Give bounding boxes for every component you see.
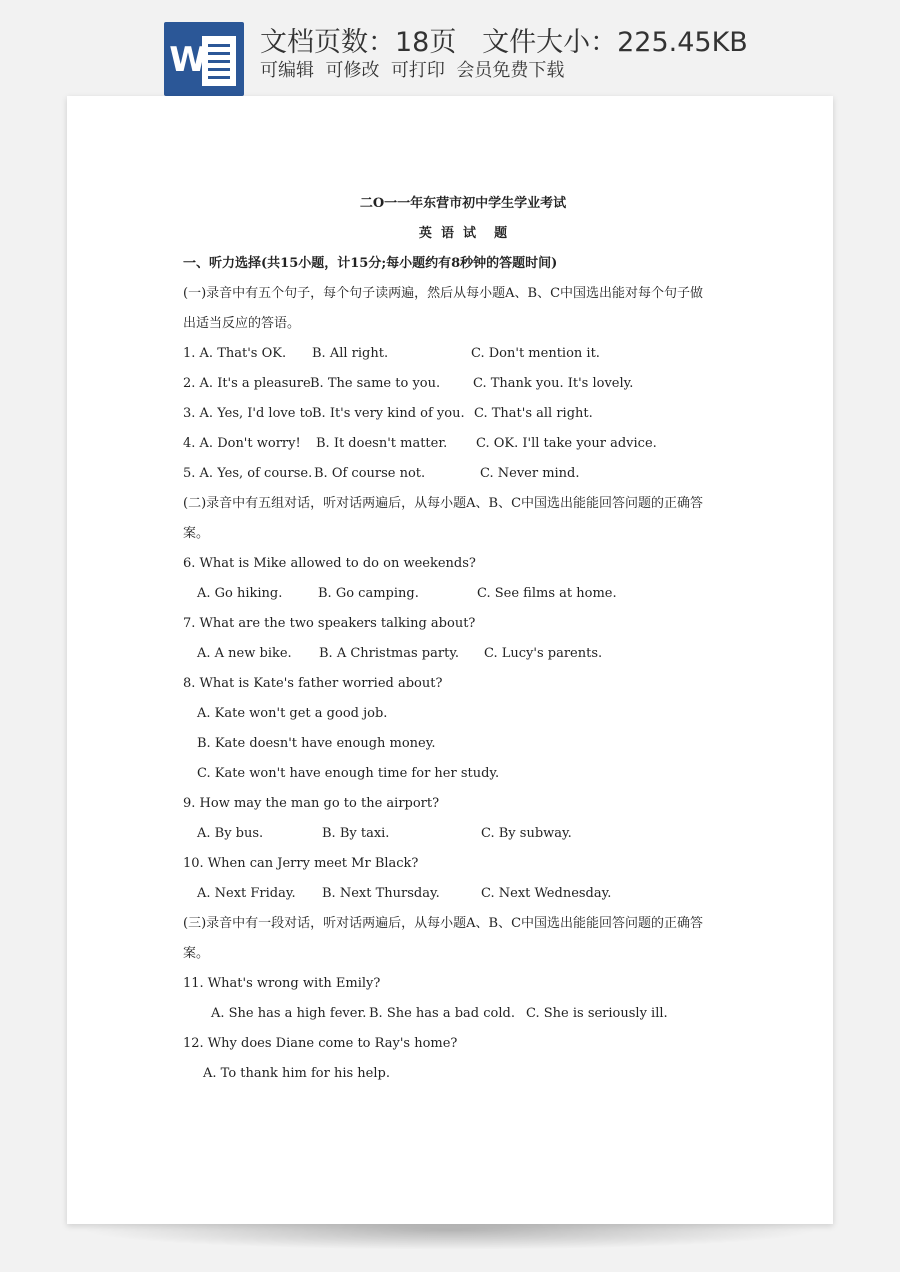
q10-option-c: C. Next Wednesday. [481, 886, 612, 901]
q3-option-a: 3. A. Yes, I'd love to. [183, 406, 317, 421]
q11-option-a: A. She has a high fever. [211, 1006, 367, 1021]
q11-option-c: C. She is seriously ill. [526, 1006, 668, 1021]
q6-option-b: B. Go camping. [318, 586, 419, 601]
question-12-options [183, 1059, 743, 1089]
question-11-stem: 11. What's wrong with Emily? [183, 976, 381, 991]
question-9-stem: 9. How may the man go to the airport? [183, 796, 440, 811]
question-3 [183, 399, 743, 429]
q8-option-c [183, 759, 743, 789]
q1-option-a: 1. A. That's OK. [183, 346, 287, 361]
file-size: 文件大小：225.45KB [482, 27, 748, 58]
feature-list: 可编辑 可修改 可打印 会员免费下载 [260, 60, 565, 81]
q2-option-a: 2. A. It's a pleasure. [183, 376, 315, 391]
question-9-options [183, 819, 743, 849]
q6-option-a: A. Go hiking. [197, 586, 283, 601]
q8-option-a-text: A. Kate won't get a good job. [197, 706, 388, 721]
exam-subtitle: 英 语 试 题 [418, 226, 508, 241]
q2-option-b: B. The same to you. [310, 376, 441, 391]
q5-option-c: C. Never mind. [480, 466, 580, 481]
q7-option-c: C. Lucy's parents. [484, 646, 603, 661]
document-page [67, 96, 833, 1224]
question-7-stem: 7. What are the two speakers talking about? [183, 616, 476, 631]
section-heading: 一、听力选择(共15小题，计15分;每小题约有8秒钟的答题时间) [183, 256, 558, 271]
question-6-options [183, 579, 743, 609]
q7-option-b: B. A Christmas party. [319, 646, 460, 661]
q5-option-b: B. Of course not. [314, 466, 426, 481]
question-2 [183, 369, 743, 399]
q4-option-b: B. It doesn't matter. [316, 436, 448, 451]
question-1 [183, 339, 743, 369]
question-4 [183, 429, 743, 459]
q9-option-a: A. By bus. [197, 826, 264, 841]
q5-option-a: 5. A. Yes, of course. [183, 466, 313, 481]
q3-option-b: B. It's very kind of you. [312, 406, 465, 421]
question-5 [183, 459, 743, 489]
q8-option-a [183, 699, 743, 729]
question-6-stem: 6. What is Mike allowed to do on weekends? [183, 556, 476, 571]
question-10-stem: 10. When can Jerry meet Mr Black? [183, 856, 419, 871]
word-doc-icon [164, 22, 244, 96]
q6-option-c: C. See films at home. [477, 586, 617, 601]
download-banner [0, 0, 900, 96]
part3-intro-cont: 案。 [183, 946, 210, 961]
word-letter: W [169, 40, 207, 80]
q9-option-c: C. By subway. [481, 826, 572, 841]
q7-option-a: A. A new bike. [197, 646, 292, 661]
part2-intro-cont: 案。 [183, 526, 210, 541]
part3-intro: (三)录音中有一段对话，听对话两遍后，从每小题A、B、C中国选出能能回答问题的正确答 [183, 916, 704, 931]
q4-option-c: C. OK. I'll take your advice. [476, 436, 657, 451]
q1-option-c: C. Don't mention it. [471, 346, 600, 361]
q8-option-c-text: C. Kate won't have enough time for her study. [197, 766, 500, 781]
q12-option-a: A. To thank him for his help. [203, 1066, 390, 1081]
question-7-options [183, 639, 743, 669]
question-12-stem: 12. Why does Diane come to Ray's home? [183, 1036, 458, 1051]
page-count: 文档页数：18页 [260, 27, 457, 58]
q10-option-a: A. Next Friday. [197, 886, 296, 901]
part1-intro-cont: 出适当反应的答语。 [183, 316, 301, 331]
exam-title: 二O一一年东营市初中学生学业考试 [359, 196, 567, 211]
q8-option-b-text: B. Kate doesn't have enough money. [197, 736, 436, 751]
document-body [183, 189, 743, 1089]
question-10-options [183, 879, 743, 909]
part1-intro: (一)录音中有五个句子，每个句子读两遍，然后从每小题A、B、C中国选出能对每个句子做 [183, 286, 704, 301]
part2-intro: (二)录音中有五组对话，听对话两遍后，从每小题A、B、C中国选出能能回答问题的正确答 [183, 496, 704, 511]
q3-option-c: C. That's all right. [474, 406, 593, 421]
q4-option-a: 4. A. Don't worry! [183, 436, 301, 451]
q1-option-b: B. All right. [312, 346, 389, 361]
q11-option-b: B. She has a bad cold. [369, 1006, 515, 1021]
q9-option-b: B. By taxi. [322, 826, 390, 841]
q2-option-c: C. Thank you. It's lovely. [473, 376, 634, 391]
q10-option-b: B. Next Thursday. [322, 886, 440, 901]
file-info [260, 20, 748, 59]
question-11-options [183, 999, 743, 1029]
q8-option-b [183, 729, 743, 759]
question-8-stem: 8. What is Kate's father worried about? [183, 676, 443, 691]
